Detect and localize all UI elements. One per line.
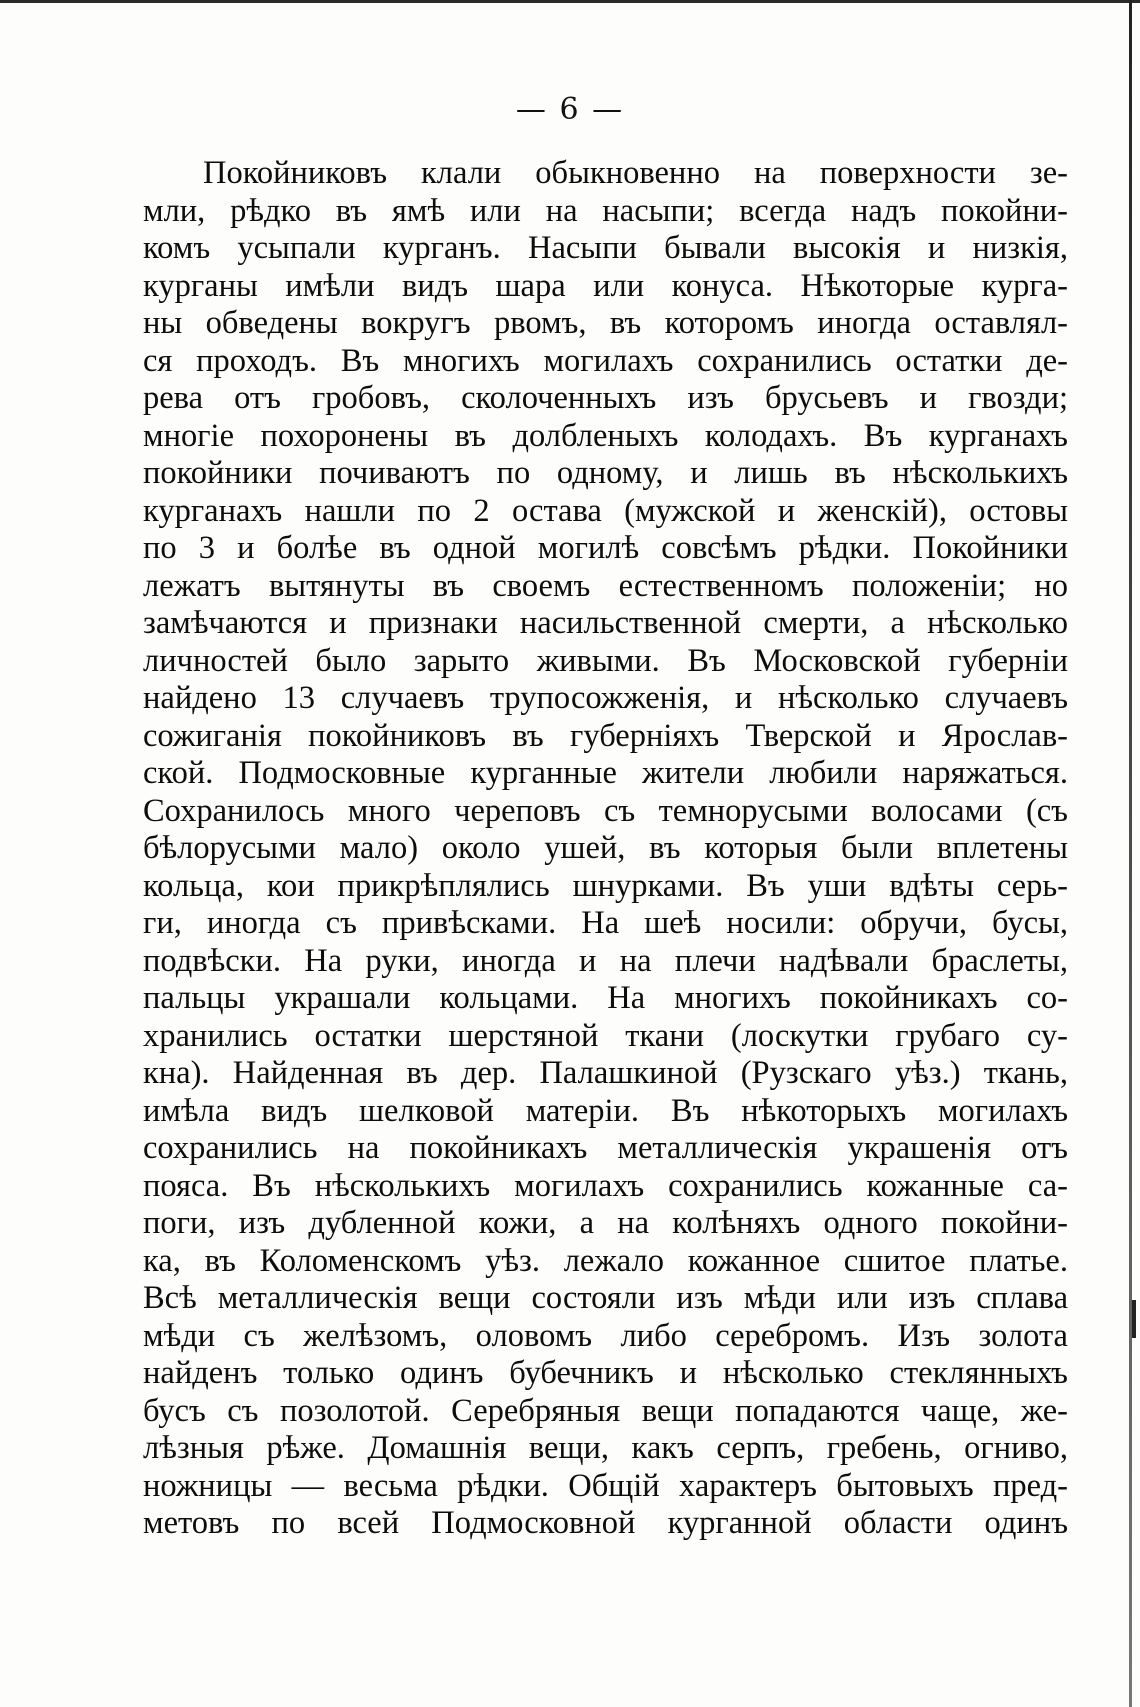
text-line: метовъ по всей Подмосковной курганной области одинъ	[143, 1505, 1068, 1541]
text-line: Покойниковъ клали обыкновенно на поверхности зе-	[203, 155, 1068, 191]
text-line: мли, рѣдко въ ямѣ или на насыпи; всегда надъ покойни-	[143, 192, 1068, 229]
text-line: хранились остатки шерстяной ткани (лоскутки грубаго су-	[143, 1017, 1068, 1054]
text-line: кольца, кои прикрѣплялись шнурками. Въ уши вдѣты серь-	[143, 867, 1068, 904]
text-line: пояса. Въ нѣсколькихъ могилахъ сохранились кожанные са-	[143, 1167, 1068, 1204]
scan-edge-right	[1129, 0, 1132, 1707]
text-line: сохранились на покойникахъ металлическія украшенія отъ	[143, 1130, 1068, 1166]
text-line: ка, въ Коломенскомъ уѣз. лежало кожанное сшитое платье.	[143, 1242, 1068, 1279]
text-line: пальцы украшали кольцами. На многихъ покойникахъ со-	[143, 980, 1068, 1016]
text-line: ги, иногда съ привѣсками. На шеѣ носили: обручи, бусы,	[143, 905, 1068, 941]
text-line: курганы имѣли видъ шара или конуса. Нѣкоторые курга-	[143, 267, 1068, 304]
text-line: имѣла видъ шелковой матеріи. Въ нѣкоторыхъ могилахъ	[143, 1092, 1068, 1129]
text-line: по 3 и болѣе въ одной могилѣ совсѣмъ рѣдки. Покойники	[143, 530, 1068, 566]
text-line: мѣди съ желѣзомъ, оловомъ либо серебромъ. Изъ золота	[143, 1317, 1068, 1354]
text-line: бѣлорусыми мало) около ушей, въ которыя были вплетены	[143, 830, 1068, 866]
text-line: рева отъ гробовъ, сколоченныхъ изъ брусьевъ и гвозди;	[143, 380, 1068, 416]
text-line: сожиганія покойниковъ въ губерніяхъ Тверской и Ярослав-	[143, 717, 1068, 754]
text-line: ны обведены вокругъ рвомъ, въ которомъ иногда оставлял-	[143, 305, 1068, 341]
text-line: замѣчаются и признаки насильственной смерти, а нѣсколько	[143, 605, 1068, 641]
text-line: кна). Найденная въ дер. Палашкиной (Рузскаго уѣз.) ткань,	[143, 1055, 1068, 1091]
text-line: личностей было зарыто живыми. Въ Московской губерніи	[143, 642, 1068, 679]
text-line: лежатъ вытянуты въ своемъ естественномъ положеніи; но	[143, 567, 1068, 604]
text-line: многіе похоронены въ долбленыхъ колодахъ. Въ курганахъ	[143, 417, 1068, 454]
text-line: покойники почиваютъ по одному, и лишь въ нѣсколькихъ	[143, 455, 1068, 491]
text-line: лѣзныя рѣже. Домашнія вещи, какъ серпъ, гребень, огниво,	[143, 1430, 1068, 1466]
text-line: ской. Подмосковные курганные жители любили наряжаться.	[143, 755, 1068, 791]
text-line: найденъ только одинъ бубечникъ и нѣсколько стеклянныхъ	[143, 1355, 1068, 1391]
text-line: Сохранилось много череповъ съ темнорусыми волосами (съ	[143, 792, 1068, 829]
body-paragraph	[143, 155, 1068, 1543]
text-line: ся проходъ. Въ многихъ могилахъ сохранились остатки де-	[143, 342, 1068, 379]
text-line: ножницы — весьма рѣдки. Общій характеръ бытовыхъ пред-	[143, 1467, 1068, 1504]
page-number: — 6 —	[515, 92, 625, 127]
text-line: поги, изъ дубленной кожи, а на колѣняхъ одного покойни-	[143, 1205, 1068, 1241]
text-line: курганахъ нашли по 2 остава (мужской и женскій), остовы	[143, 492, 1068, 529]
scan-artifact-mark	[1132, 1300, 1136, 1338]
text-line: найдено 13 случаевъ трупосожженія, и нѣсколько случаевъ	[143, 680, 1068, 716]
text-line: Всѣ металлическія вещи состояли изъ мѣди или изъ сплава	[143, 1280, 1068, 1316]
text-line: подвѣски. На руки, иногда и на плечи надѣвали браслеты,	[143, 942, 1068, 979]
text-line: бусъ съ позолотой. Серебряныя вещи попадаются чаще, же-	[143, 1392, 1068, 1429]
text-line: комъ усыпали курганъ. Насыпи бывали высокія и низкія,	[143, 230, 1068, 266]
scan-edge-top	[0, 0, 1140, 3]
